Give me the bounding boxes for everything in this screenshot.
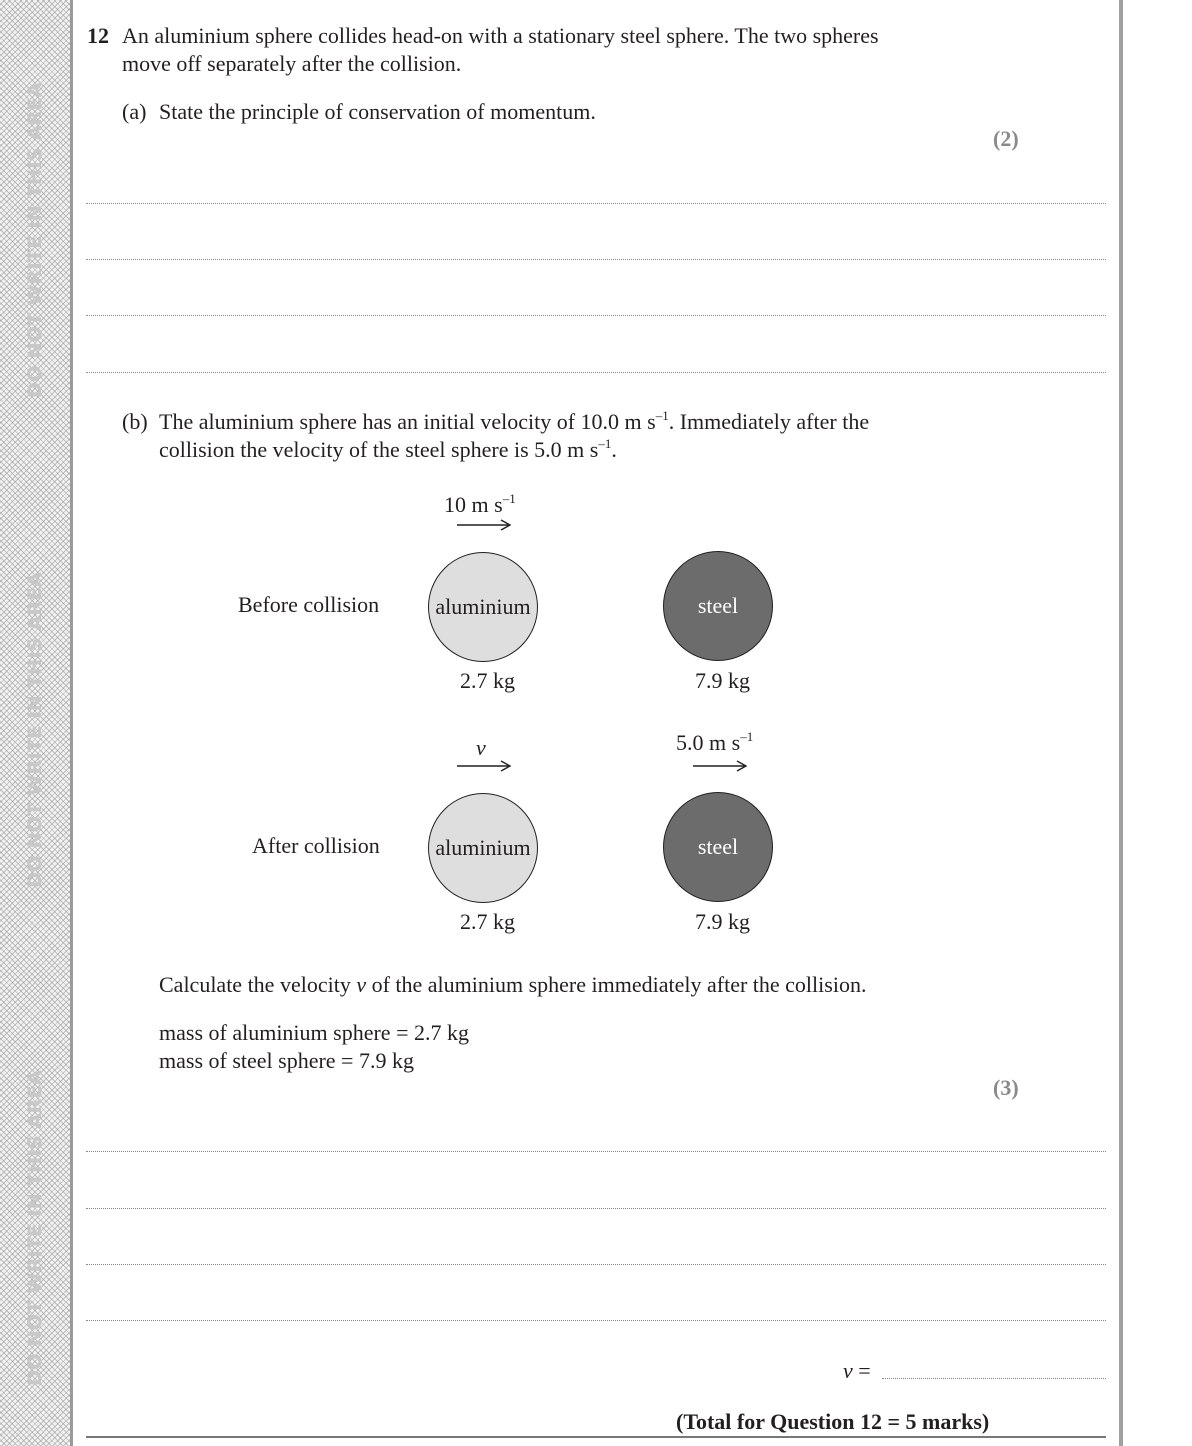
margin-warning-strip: [0, 0, 73, 1446]
margin-warning-middle: DO NOT WRITE IN THIS AREA: [24, 572, 46, 888]
after-steel-arrow-icon: [691, 757, 751, 773]
margin-warning-bottom: DO NOT WRITE IN THIS AREA: [24, 1070, 46, 1386]
part-a-label: (a): [122, 99, 147, 124]
part-a-marks: (2): [993, 126, 1019, 151]
final-answer-line[interactable]: [882, 1378, 1106, 1379]
question-total: (Total for Question 12 = 5 marks): [676, 1409, 990, 1434]
margin-warning-top: DO NOT WRITE IN THIS AREA: [24, 82, 46, 398]
after-steel-mass: 7.9 kg: [695, 909, 750, 934]
before-aluminium-velocity: 10 m $s^{-1}$: [444, 491, 516, 517]
answer-line-b2[interactable]: [86, 1208, 1106, 1209]
mass-aluminium-given: mass of aluminium sphere = 2.7 kg: [159, 1020, 469, 1045]
before-collision-label: Before collision: [238, 592, 380, 617]
before-aluminium-sphere: aluminium: [428, 552, 538, 662]
answer-line-a4[interactable]: [86, 372, 1106, 373]
after-aluminium-arrow-icon: [455, 757, 515, 773]
right-margin-rule: [1119, 0, 1123, 1446]
part-b-instruction: Calculate the velocity v of the aluminium sphere immediately after the collision.: [159, 972, 867, 997]
part-b-line1: The aluminium sphere has an initial velocity of 10.0 m $s^{-1}$. Immediately after the: [159, 408, 870, 434]
question-number: 12: [87, 23, 109, 48]
after-aluminium-mass: 2.7 kg: [460, 909, 515, 934]
before-aluminium-arrow-icon: [455, 516, 515, 532]
question-intro-line2: move off separately after the collision.: [122, 51, 462, 76]
part-b-label: (b): [122, 409, 148, 434]
after-collision-label: After collision: [252, 833, 380, 858]
answer-line-b3[interactable]: [86, 1264, 1106, 1265]
before-steel-mass: 7.9 kg: [695, 668, 750, 693]
part-a-text: State the principle of conservation of momentum.: [159, 99, 596, 124]
total-rule: [86, 1436, 1106, 1438]
answer-line-a2[interactable]: [86, 259, 1106, 260]
answer-line-a3[interactable]: [86, 315, 1106, 316]
answer-line-b4[interactable]: [86, 1320, 1106, 1321]
after-aluminium-velocity: v: [476, 735, 486, 760]
after-steel-velocity: 5.0 m $s^{-1}$: [676, 729, 754, 755]
after-aluminium-sphere: aluminium: [428, 793, 538, 903]
part-b-line2: collision the velocity of the steel sphere is 5.0 m $s^{-1}$.: [159, 436, 617, 462]
final-answer-label: v =: [843, 1358, 871, 1383]
before-aluminium-mass: 2.7 kg: [460, 668, 515, 693]
after-steel-sphere: steel: [663, 792, 773, 902]
question-intro-line1: An aluminium sphere collides head-on with a stationary steel sphere. The two spheres: [122, 23, 879, 48]
answer-line-b1[interactable]: [86, 1151, 1106, 1152]
part-b-marks: (3): [993, 1075, 1019, 1100]
answer-line-a1[interactable]: [86, 203, 1106, 204]
before-steel-sphere: steel: [663, 551, 773, 661]
mass-steel-given: mass of steel sphere = 7.9 kg: [159, 1048, 414, 1073]
